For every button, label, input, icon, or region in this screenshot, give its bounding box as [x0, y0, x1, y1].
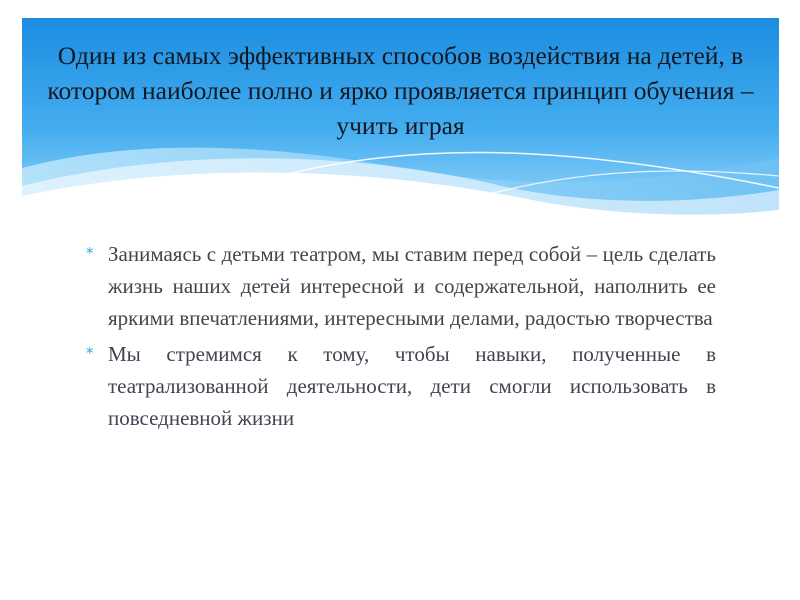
bullet-text: Занимаясь с детьми театром, мы ставим перед собой – цель сделать жизнь наших детей интересной и содержательной, наполнить ее яркими впечатлениями, интересными делами, радостью творчества: [108, 242, 716, 330]
bullet-list: [86, 238, 716, 434]
slide-title: Один из самых эффективных способов воздействия на детей, в котором наиболее полно и ярко проявляется принцип обучения – учить играя: [47, 41, 754, 140]
bullet-star-icon: *: [86, 244, 94, 262]
bullet-item: [86, 238, 716, 334]
bullet-text: Мы стремимся к тому, чтобы навыки, полученные в театрализованной деятельности, дети смогли использовать в повседневной жизни: [108, 342, 716, 430]
bullet-star-icon: *: [86, 344, 94, 362]
bullet-item: [86, 338, 716, 434]
